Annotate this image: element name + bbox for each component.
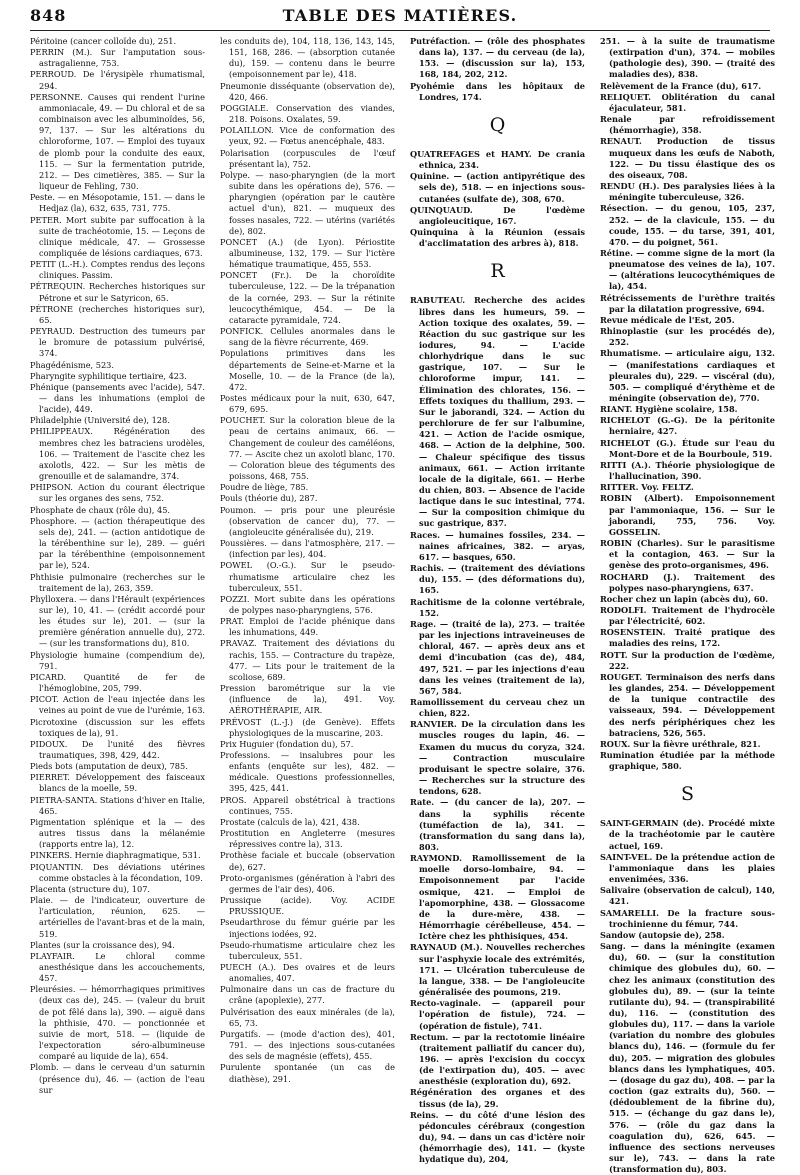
index-entry: Relèvement de la France (du), 617. [600,80,762,91]
index-entry: Rhumatisme. — articulaire aigu, 132. — (manifestations cardiaques et pleurales du), 229. — viscéral (du), 505. — compliqué d'érythème et de méningite (observation de), 770. [600,348,775,403]
index-entry: PRAVAZ. Traitement des déviations du rachis, 155. — Contracture du trapèze, 477. — Lits pour le traitement de la scoliose, 689. [220,638,395,682]
index-column-3 [410,36,585,1165]
index-entry: PERRIN (M.). Sur l'amputation sous-astragalienne, 753. [30,47,205,69]
index-entry: Populations primitives dans les départements de Seine-et-Marne et la Moselle, 10. — de la France (de la), 472. [220,348,395,392]
index-entry: RANVIER. De la circulation dans les muscles rouges du lapin, 46. — Examen du mucus du coryza, 324. — Contraction musculaire produisant le spectre solaire, 376. — Recherches sur la structure des tendons, 628. [410,719,585,797]
index-entry: RABUTEAU. Recherche des acides libres dans les humeurs, 59. — Action toxique des oxalates, 59. — Réaction du suc gastrique sur les iodures, 94. — L'acide chlorhydrique dans le suc gastrique, 107. — Sur le chloroforme impur, 141. — Élimination des chlorates, 156. — Effets toxiques du thallium, 293. — Sur le jaborandi, 324. — Action du perchlorure de fer sur l'albumine, 421. — Action de l'acide osmique, 468. — Action de la delphine, 500. — Chaleur spécifique des tissus animaux, 661. — Action irritante locale de la digitale, 661. — Herbe du chien, 803. — Absence de l'acide lactique dans le suc intestinal, 774. — Sur la composition chimique du suc gastrique, 837. [410,295,585,529]
index-entry: PROS. Appareil obstétrical à tractions continues, 755. [220,794,395,816]
index-entry: PHIPSON. Action du courant électrique sur les organes des sens, 752. [30,482,205,504]
index-entry: RODOLFI. Traitement de l'hydrocèle par l'électricité, 602. [600,604,775,627]
index-entry: Plaie. — de l'indicateur, ouverture de l'articulation, réunion, 625. — artérielles de l'avant-bras et de la main, 519. [30,895,205,939]
index-entry: Pyohémie dans les hôpitaux de Londres, 174. [410,80,585,102]
index-entry: Pneumonie disséquante (observation de), 420, 466. [220,80,395,102]
index-entry: PERROUD. De l'érysipèle rhumatismal, 294. [30,69,205,91]
index-entry: Poudre de liège, 785. [220,482,309,493]
index-entry: Pulmonaire dans un cas de fracture du crâne (apoplexie), 277. [220,984,395,1006]
index-entry: PHILIPPEAUX. Régénération des membres chez les batraciens urodèles, 106. — Traitement de l'ascite chez les axolotls, 422. — Sur les mètis de grenouille et de salamandre, 374. [30,426,205,482]
index-entry: RICHELOT (G.). Étude sur l'eau du Mont-Dore et de la Bourboule, 519. [600,437,775,459]
index-entry: Phthisie pulmonaire (recherches sur le traitement de la), 263, 359. [30,571,205,593]
index-entry: Phylloxera. — dans l'Hérault (expériences sur le), 10, 41. — (crédit accordé pour les études sur le), 201. — (sur la première génération annuelle du), 272. — (sur les transformations du), 810. [30,593,205,649]
index-entry: Rétine. — comme signe de la mort (la pneumatose des veines de la), 107. — (altérations leucocythémiques de la), 454. [600,247,775,292]
index-entry: Rumination étudiée par la méthode graphique, 580. [600,750,775,772]
index-entry: Pseudarthrose du fémur guérie par les injections iodées, 92. [220,917,395,939]
index-entry: Pression barométrique sur la vie (influence de la), 491. Voy. AÉROTHÉRAPIE, AIR. [220,683,395,716]
index-entry: PRÉVOST (L.-J.) (de Genève). Effets physiologiques de la muscarine, 203. [220,716,395,738]
index-column-2 [220,36,395,1082]
index-entry: Proto-organismes (génération à l'abri des germes de l'air des), 406. [220,872,395,894]
index-entry: Putréfaction. — (rôle des phosphates dans la), 137. — du cerveau (de la), 153. — (discussion sur la), 153, 168, 184, 202, 212. [410,36,585,80]
index-entry: RICHELOT (G.-G). De la péritonite herniaire, 427. [600,415,775,437]
index-entry: Reins. — du côté d'une lésion des pédoncules cérébraux (congestion du), 94. — dans un cas d'ictère noir (hémorrhagie des), 141. — (kyste hydatique du), 204, [410,1109,585,1165]
index-entry: Rachitisme de la colonne vertébrale, 152. [410,596,585,618]
index-entry: PÉTRONE (recherches historiques sur), 65. [30,303,205,325]
index-entry: PLAYFAIR. Le chloral comme anesthésique dans les accouchements, 457. [30,950,205,984]
index-entry: Prussique (acide). Voy. ACIDE PRUSSIQUE. [220,895,395,917]
index-entry: Phénique (pansements avec l'acide), 547. — dans les inhumations (emploi de l'acide), 449. [30,381,205,415]
page-title: TABLE DES MATIÈRES. [282,6,518,25]
index-entry: Prostitution en Angleterre (mesures répressives contre la), 313. [220,828,395,850]
page-header [30,6,770,32]
index-entry: Régénération des organes et des tissus (de la), 29. [410,1087,585,1109]
index-entry: Pseudo-rhumatisme articulaire chez les tuberculeux, 551. [220,939,395,961]
index-entry: Rhinoplastie (sur les procédés de), 252. [600,326,775,348]
index-entry: Pleurésies. — hémorrhagiques primitives (deux cas de), 245. — (valeur du bruit de pot fêlé dans la), 390. — aiguë dans la phthisie, 470. — ponctionnée et suivie de mort, 518. — (liquide de l'expectoration séro-albumineuse comparé au liquide de la), 654. [30,984,205,1062]
index-entry: Salivaire (observation de calcul), 140, 421. [600,885,775,907]
page-number: 848 [30,6,67,25]
index-entry: QUATREFAGES et HAMY. De crania ethnica, 234. [410,148,585,171]
index-entry: Poussières. — dans l'atmosphère, 217. — (infection par les), 404. [220,538,395,560]
index-entry: SAMARELLI. De la fracture sous-trochinienne du fémur, 744. [600,907,775,929]
index-entry: PÉTREQUIN. Recherches historiques sur Pétrone et sur le Satyricon, 65. [30,281,205,303]
index-column-4 [600,36,775,1175]
index-entry: Races. — humaines fossiles, 234. — naines africaines, 382. — aryas, 617. — basques, 650. [410,529,585,562]
index-entry: PIETRA-SANTA. Stations d'hiver en Italie, 465. [30,794,205,816]
index-entry: PETER. Mort subite par suffocation à la suite de trachéotomie, 15. — Leçons de clinique médicale, 47. — Grossesse compliquée de lésions cardiaques, 673. [30,214,205,258]
index-entry: Prostate (calculs de la), 421, 438. [220,816,360,827]
index-entry: Péritoine (cancer colloïde du), 251. [30,36,177,46]
index-entry: PUECH (A.). Des ovaires et de leurs anomalies, 407. [220,961,395,984]
index-entry: Peste. — en Mésopotamie, 151. — dans le Hedjaz (la), 632, 635, 731, 775. [30,192,205,214]
index-entry: RENAUT. Production de tissus muqueux dans les œufs de Naboth, 122. — Du tissu élastique des os des oiseaux, 708. [600,136,775,180]
index-entry: ROCHARD (J.). Traitement des polypes naso-pharyngiens, 637. [600,571,775,593]
index-entry: Physiologie humaine (compendium de), 791. [30,649,205,671]
index-entry: PERSONNE. Causes qui rendent l'urine ammoniacale, 49. — Du chloral et de sa combinaison avec les albuminoïdes, 56, 97, 137. — Sur les altérations du chloroforme, 107. — Emploi des tuyaux de plomb pour la conduite des eaux, 115. — Sur la fermentation putride, 212. — Des cimetières, 385. — Sur la liqueur de Fehling, 730. [30,91,205,192]
index-entry: Pouls (théorie du), 287. [220,493,318,504]
index-entry: RELIQUET. Oblitération du canal éjaculateur, 581. [600,91,775,113]
index-entry: PIERRET. Développement des faisceaux blancs de la moelle, 59. [30,772,205,794]
index-entry: Sang. — dans la méningite (examen du), 60. — (sur la constitution chimique des globules du), 60. — chez les animaux (constitution des globules du), 89. — (sur la teinte rutilante du), 94. — (transpirabilité du), 116. — (constitution des globules du), 117. — dans la variole (variation du nombre des globules blancs du), 146. — (formule du fer du), 205. — migration des globules blancs dans les lymphatiques, 405. — (dosage du gaz du), 408. — par la coction (gaz extraits du), 560. — (dédoublement de la fibrine du), 515. — (échange du gaz dans le), 576. — (rôle du gaz dans la coagulation du), 626, 645. — influence des sections nerveuses sur le), 743. — dans la rate (transformation du), 803. [600,941,775,1175]
index-entry: Phagédénisme, 523. [30,359,114,370]
index-entry: ROSENSTEIN. Traité pratique des maladies des reins, 172. [600,627,775,649]
index-entry: Polype. — naso-pharyngien (de la mort subite dans les opérations de), 576. — pharyngien (opération par le cautère actuel d'un), 821. — muqueux des fosses nasales, 722. — utérins (variétés de), 802. [220,169,395,236]
index-entry: Picrotoxine (discussion sur les effets toxiques de la), 91. [30,716,205,738]
header-rule [30,30,770,31]
index-entry: POWEL (O.-G.). Sur le pseudo-rhumatisme articulaire chez les tuberculeux, 551. [220,560,395,593]
index-entry: ROUX. Sur la fièvre uréthrale, 821. [600,738,761,749]
index-entry: Purulente spontanée (un cas de diathèse), 291. [220,1062,395,1084]
index-entry: Quinquina à la Réunion (essais d'acclimatation des arbres à), 818. [410,227,585,249]
index-entry: POLAILLON. Vice de conformation des yeux, 92. — Fœtus anencéphale, 483. [220,125,395,147]
index-entry: Rectum. — par la rectotomie linéaire (traitement palliatif du cancer du), 196. — après l'excision du coccyx (de l'extirpation du), 405. — avec anesthésie (exploration du), 692. [410,1031,585,1087]
index-entry: Prothèse faciale et buccale (observation de), 627. [220,850,395,872]
index-entry: Pigmentation splénique et la — des autres tissus dans la mélanémie (rapports entre la), 12. [30,816,205,850]
index-entry: PRAT. Emploi de l'acide phénique dans les inhumations, 449. [220,616,395,638]
index-entry: PONCET (A.) (de Lyon). Périostite albumineuse, 132, 179. — Sur l'ictère hématique traumatique, 455, 553. [220,236,395,270]
index-entry: RITTI (A.). Théorie physiologique de l'hallucination, 390. [600,459,775,482]
index-entry: PICOT. Action de l'eau injectée dans les veines au point de vue de l'urémie, 163. [30,694,206,716]
index-entry: 251. — à la suite de traumatisme (extirpation d'un), 374. — mobiles (pathologie des), 390. — (traité des maladies des), 838. [600,36,775,80]
index-entry: Placenta (structure du), 107. [30,883,151,894]
index-entry: ROBIN (Charles). Sur le parasitisme et la contagion, 463. — Sur la genèse des proto-organismes, 496. [600,538,775,571]
index-entry: PONCET (Fr.). De la choroïdite tuberculeuse, 122. — De la trépanation de la cornée, 293. — Sur la rétinite leucocythémique, 454. — De la cataracte pyramidale, 724. [220,270,395,325]
index-entry: Poumon. — pris pour une pleurésie (observation de cancer du), 77. — (angioleucite généralisée du), 219. [220,504,395,537]
index-entry: Recto-vaginale. — (appareil pour l'opération de fistule), 724. — (opération de fistule), 741. [410,998,585,1031]
index-entry: les conduits de), 104, 118, 136, 143, 145, 151, 168, 286. — (absorption cutanée du), 159. — contenu dans le beurre (empoisonnement par le), 418. [220,36,395,80]
index-entry: PICARD. Quantité de fer de l'hémoglobine, 205, 799. [30,671,205,694]
index-entry: Postes médicaux pour la nuit, 630, 647, 679, 695. [220,393,395,415]
index-entry: Professions. — insalubres pour les enfants (enquête sur les), 482. — médicale. Questions professionnelles, 395, 425, 441. [220,750,395,794]
index-entry: RIANT. Hygiène scolaire, 158. [600,404,738,415]
index-entry: SAINT-VEL. De la prétendue action de l'ammoniaque dans les plaies envenimées, 336. [600,851,775,885]
index-entry: ROUGET. Terminaison des nerfs dans les glandes, 254. — Développement de la tunique contractile des vaisseaux, 594. — Développement des nerfs périphériques chez les batraciens, 526, 565. [600,671,775,738]
index-entry: QUINQUAUD. De l'œdème angioleucitique, 167. [410,204,585,226]
index-entry: Rétrécissements de l'urèthre traités par la dilatation progressive, 694. [600,292,775,314]
index-entry: Plantes (sur la croissance des), 94. [30,939,175,950]
index-entry: POZZI. Mort subite dans les opérations de polypes naso-pharyngiens, 576. [220,593,395,615]
index-entry: Polarisation (corpuscules de l'œuf présentant la), 752. [220,147,395,169]
index-entry: Sandow (autopsie de), 258. [600,929,725,940]
index-entry: RITTER. Voy. FELTZ. [600,482,694,493]
index-entry: Prix Huguier (fondation du), 57. [220,738,354,749]
section-letter-r: R [490,260,505,283]
index-entry: Quinine. — (action antipyrétique des sels de), 518. — en injections sous-cutanées (sulfate de), 308, 670. [410,171,585,204]
index-entry: Philadelphie (Université de), 128. [30,415,170,426]
index-entry: SAINT-GERMAIN (de). Procédé mixte de la trachéotomie par le cautère actuel, 169. [600,818,775,851]
index-entry: Phosphore. — (action thérapeutique des sels de), 241. — (action antidotique de la térébenthine sur le), 289. — guéri par la térébenthine (empoisonnement par le), 524. [30,515,205,571]
index-entry: Phosphate de chaux (rôle du), 45. [30,504,171,515]
index-entry: Pharyngite syphilitique tertiaire, 423. [30,370,187,381]
index-entry: PONFICK. Cellules anormales dans le sang de la fièvre récurrente, 469. [220,326,395,348]
index-entry: PIQUANTIN. Des déviations utérines comme obstacles à la fécondation, 109. [30,861,205,883]
section-letter-s: S [680,783,695,806]
index-entry: Rate. — (du cancer de la), 207. — dans la syphilis récente (tuméfaction de la), 341. — (transformation du sang dans la), 803. [410,797,585,852]
index-entry: PEYRAUD. Destruction des tumeurs par le bromure de potassium pulvérisé, 374. [30,326,205,359]
index-entry: PETIT (L.-H.). Comptes rendus des leçons cliniques. Passim. [30,259,205,281]
index-entry: RENDU (H.). Des paralysies liées à la méningite tuberculeuse, 326. [600,181,775,203]
index-entry: Résection. — du genou, 105, 237, 252. — de la clavicule, 155. — du coude, 155. — du tarse, 391, 401, 470. — du poignet, 561. [600,203,775,247]
index-entry: Plomb. — dans le cerveau d'un saturnin (présence du), 46. — (action de l'eau sur [30,1062,205,1095]
index-entry: RAYNAUD (M.). Nouvelles recherches sur l'asphyxie locale des extrémités, 171. — Ulcération tuberculeuse de la langue, 338. — De l'angioleucite généralisée des poumons, 219. [410,942,585,998]
index-entry: Pieds bots (amputation de deux), 785. [30,761,188,772]
index-entry: Renale par refroidissement (hémorrhagie), 358. [600,114,775,136]
index-entry: POUCHET. Sur la coloration bleue de la peau de certains animaux, 66. — Changement de couleur des caméléons, 77. — Ascite chez un axolotl blanc, 170. — Coloration bleue des téguments des poissons, 468, 755. [220,415,395,482]
index-entry: Revue médicale de l'Est, 205. [600,314,735,325]
index-entry: RAYMOND. Ramollissement de la moelle dorso-lombaire, 94. — Empoisonnement par l'acide osmique, 421. — Emploi de l'apomorphine, 438. — Glossacome de la dure-mère, 438. — Hémorrhagie cérébelleuse, 454. — Ictère chez les phthisiques, 454. [410,853,585,942]
index-column-1 [30,36,206,1095]
index-entry: Rage. — (traité de la), 273. — traitée par les injections intraveineuses de chloral, 467. — après deux ans et demi d'incubation (cas de), 484, 497, 521. — par les injections d'eau dans les veines (traitement de la), 567, 584. [410,618,585,696]
index-entry: ROBIN (Albert). Empoisonnement par l'ammoniaque, 156. — Sur le jaborandi, 755, 756. Voy. GOSSELIN. [600,493,775,537]
index-entry: ROTT. Sur la production de l'œdème, 222. [600,649,775,671]
section-letter-q: Q [489,113,506,136]
index-entry: Purgatifs. — (mode d'action des), 401, 791. — des injections sous-cutanées des sels de magnésie (effets), 455. [220,1028,395,1062]
index-entry: POGGIALE. Conservation des viandes, 218. Poisons. Oxalates, 59. [220,102,395,125]
index-entry: Ramollissement du cerveau chez un chien, 822. [410,696,585,719]
index-entry: Pulvérisation des eaux minérales (de la), 65, 73. [220,1006,395,1028]
index-entry: Rocher chez un lapin (abcès du), 60. [600,593,769,604]
index-entry: PIDOUX. De l'unité des fièvres traumatiques, 398, 429, 442. [30,738,205,760]
index-entry: PINKERS. Hernie diaphragmatique, 531. [30,850,201,861]
index-entry: Rachis. — (traitement des déviations du), 155. — (des déformations du), 165. [410,563,585,596]
